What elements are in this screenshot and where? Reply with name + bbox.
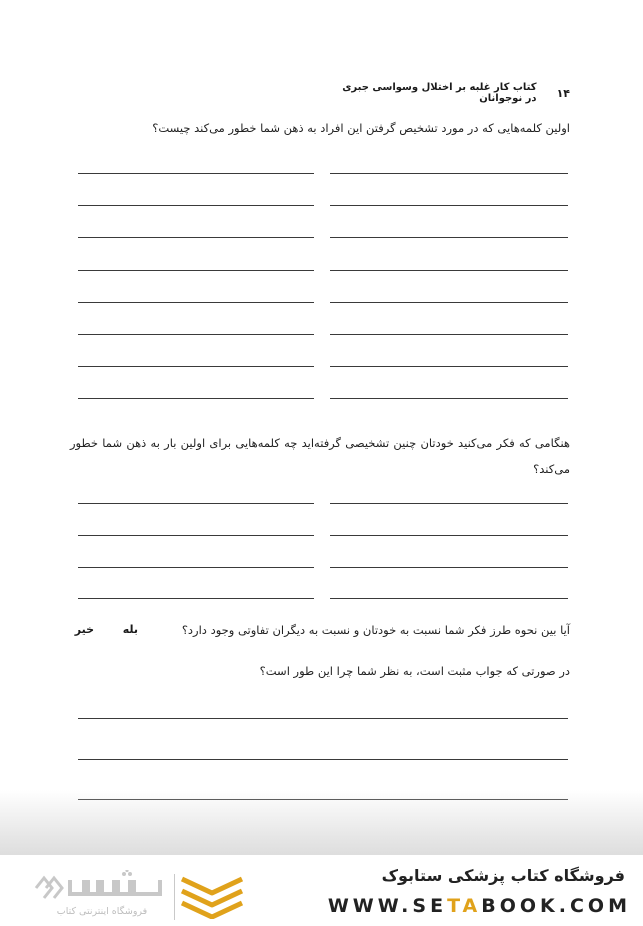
logo-divider xyxy=(174,874,175,920)
answer-line[interactable] xyxy=(78,270,314,271)
answer-line[interactable] xyxy=(78,535,314,536)
answer-line[interactable] xyxy=(78,398,314,399)
option-yes[interactable]: بله xyxy=(122,623,138,636)
answer-line[interactable] xyxy=(330,567,568,568)
question-1: اولین کلمه‌هایی که در مورد تشخیص گرفتن این افراد به ذهن شما خطور می‌کند چیست؟ xyxy=(152,121,570,135)
answer-line[interactable] xyxy=(78,503,314,504)
store-url-accent: TA xyxy=(447,895,482,917)
store-url-prefix: WWW.SE xyxy=(327,895,448,917)
answer-line[interactable] xyxy=(78,173,314,174)
store-url[interactable] xyxy=(328,895,631,917)
answer-line[interactable] xyxy=(330,398,568,399)
answer-line[interactable] xyxy=(78,302,314,303)
answer-line[interactable] xyxy=(330,237,568,238)
answer-line[interactable] xyxy=(330,205,568,206)
option-no[interactable]: خیر xyxy=(74,623,94,636)
answer-line[interactable] xyxy=(78,334,314,335)
answer-line[interactable] xyxy=(78,205,314,206)
page-number: ۱۴ xyxy=(556,86,570,100)
page-bottom-fade xyxy=(0,790,643,858)
question-3: آیا بین نحوه طرز فکر شما نسبت به خودتان و نسبت به دیگران تفاوتی وجود دارد؟ xyxy=(181,623,570,637)
logo-subtitle: فروشگاه اینترنتی کتاب xyxy=(56,906,148,917)
answer-line[interactable] xyxy=(330,598,568,599)
store-url-suffix: BOOK.COM xyxy=(481,895,631,917)
book-stack-logo-icon xyxy=(178,873,246,919)
question-2: هنگامی که فکر می‌کنید خودتان چنین تشخیصی گرفته‌اید چه کلمه‌هایی برای اولین بار به ذهن شما خطور می‌کند؟ xyxy=(70,436,570,476)
store-title: فروشگاه کتاب پزشکی ستابوک xyxy=(381,866,625,885)
answer-line[interactable] xyxy=(78,598,314,599)
answer-line[interactable] xyxy=(330,270,568,271)
answer-line[interactable] xyxy=(330,366,568,367)
answer-line[interactable] xyxy=(78,567,314,568)
answer-line[interactable] xyxy=(78,759,568,760)
answer-line[interactable] xyxy=(78,237,314,238)
yes-no-options xyxy=(74,623,180,639)
setabook-wordmark-icon xyxy=(32,870,164,906)
answer-line[interactable] xyxy=(330,535,568,536)
answer-line[interactable] xyxy=(78,366,314,367)
answer-line[interactable] xyxy=(330,503,568,504)
book-title: کتاب کار غلبه بر اختلال وسواسی جبری در نوجوانان xyxy=(342,82,537,104)
answer-line[interactable] xyxy=(330,334,568,335)
page-header xyxy=(330,84,570,102)
question-4: در صورتی که جواب مثبت است، به نظر شما چرا این طور است؟ xyxy=(259,664,570,678)
answer-line[interactable] xyxy=(330,173,568,174)
answer-line[interactable] xyxy=(78,718,568,719)
answer-line[interactable] xyxy=(330,302,568,303)
